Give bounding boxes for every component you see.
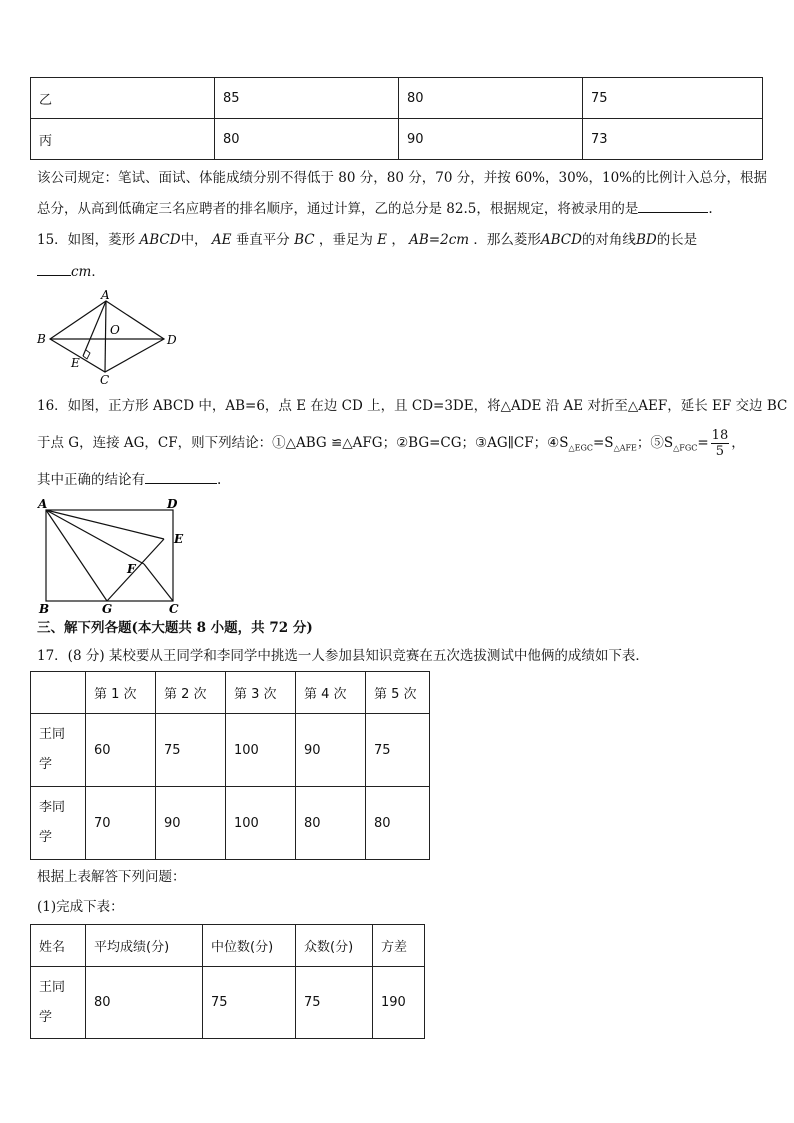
answer-blank[interactable] [145,469,217,484]
q14-text-line1: 该公司规定：笔试、面试、体能成绩分别不得低于 80 分，80 分，70 分，并按 60%，30%，10%的比例计入总分，根据 [37,170,768,186]
q14-text-line2 [37,198,713,219]
label-c: C [100,373,110,387]
table-cell: 75 [296,967,373,1039]
name-text: 王同 [39,979,66,995]
table-cell: 90 [399,119,583,160]
q15-text: 垂直平分 [235,232,290,248]
q17-stats-table [30,924,425,1039]
unit-cm: cm [71,264,92,280]
name-text: 学 [39,757,53,772]
table-header-cell: 第 2 次 [156,672,226,714]
table-header-cell: 第 3 次 [226,672,296,714]
table-cell: 80 [399,78,583,119]
square-figure [34,494,194,616]
punct: . [708,201,713,217]
label-e: E [174,532,184,546]
math-abcd: ABCD [540,232,582,248]
table-cell: 60 [86,714,156,787]
name-text: 学 [39,830,53,845]
table-header-cell: 方差 [373,925,425,967]
table-row [31,78,763,119]
table-header-cell [31,672,86,714]
label-b: B [39,602,50,616]
subscript: △AFE [613,443,637,453]
q15-question [37,230,697,250]
q15-text: 的对角线 [581,232,636,248]
math-ab-eq: AB=2cm [409,232,470,248]
name-cell [31,714,86,787]
label-c: C [169,602,179,616]
table-cell: 190 [373,967,425,1039]
section-title: 三、解下列各题(本大题共 8 小题，共 72 分) [37,620,313,636]
rhombus-figure [34,288,184,388]
label-d: D [167,333,177,347]
table-cell: 75 [366,714,430,787]
table-header-cell: 第 5 次 [366,672,430,714]
table-row [31,714,430,787]
fraction-denominator: 5 [715,444,725,459]
math-abcd: ABCD [139,232,181,248]
q15-text: ， [391,232,405,248]
answer-blank[interactable] [37,261,71,276]
segment-af [46,510,144,564]
table-cell: 75 [156,714,226,787]
table-header-cell: 平均成绩(分) [86,925,203,967]
table-cell: 80 [366,787,430,860]
q15-answer-line [37,261,105,282]
math-bc: BC [294,232,315,248]
table-cell: 70 [86,787,156,860]
q16-text: 于点 G，连接 AG，CF，则下列结论：①△ABG ≌△AFG；②BG=CG；③AG∥CF；④S [37,435,569,451]
label-o: O [110,323,120,337]
table-cell: 90 [156,787,226,860]
q17-prompt: 根据上表解答下列问题： [37,869,186,885]
math-ae: AE [211,232,232,248]
q15-text: 的长是 [656,232,698,248]
math-e: E [377,232,388,248]
label-g: G [102,602,113,616]
table-row [31,119,763,160]
fraction [711,428,730,459]
table-header-cell: 第 1 次 [86,672,156,714]
table-cell: 75 [203,967,296,1039]
table-header-cell: 姓名 [31,925,86,967]
table-header-row [31,925,425,967]
label-e: E [71,356,80,370]
q15-text: ，垂足为 [318,232,373,248]
fraction-numerator: 18 [711,428,729,443]
name-cell [31,967,86,1039]
q16-line3 [37,469,221,490]
q16-text: = [697,435,709,451]
table-header-row [31,672,430,714]
segment-ag [46,510,107,601]
q15-text: 中， [180,232,208,248]
answer-blank[interactable] [638,198,708,213]
q16-line2 [37,428,745,464]
q17-score-table [30,671,430,860]
q16-text: =S [593,435,614,451]
diagonal-ac [105,301,106,372]
q16-line1: 16．如图，正方形 ABCD 中，AB=6，点 E 在边 CD 上，且 CD=3DE，将△ADE 沿 AE 对折至△AEF，延长 EF 交边 BC [37,398,788,414]
table-header-cell: 众数(分) [296,925,373,967]
table-row [31,787,430,860]
label-a: A [101,288,110,302]
q15-text: ．那么菱形 [473,232,541,248]
table-cell: 80 [86,967,203,1039]
q16-text: 其中正确的结论有 [37,472,145,488]
table-header-cell: 中位数(分) [203,925,296,967]
table-cell: 100 [226,787,296,860]
q16-text: ， [731,435,745,451]
table-cell: 80 [296,787,366,860]
rhombus-outline [50,301,164,372]
table-cell: 85 [215,78,399,119]
subscript: △EGC [568,443,593,453]
math-bd: BD [635,232,657,248]
name-cell [31,787,86,860]
subscript: △FGC [673,443,698,453]
q14-text: 总分，从高到低确定三名应聘者的排名顺序，通过计算，乙的总分是 82.5，根据规定，将被录用的是 [37,201,639,217]
segment-ae [46,510,164,539]
label-b: B [37,332,46,346]
q16-text: ；⑤S [636,435,674,451]
punct: ． [91,264,105,280]
name-text: 学 [39,1009,53,1025]
label-a: A [38,497,48,511]
score-table-top [30,77,763,160]
table-cell: 乙 [31,78,215,119]
q17-intro: 17．(8 分) 某校要从王同学和李同学中挑选一人参加县知识竞赛在五次选拔测试中他俩的成绩如下表． [37,648,649,664]
punct: . [217,472,222,488]
table-row [31,967,425,1039]
name-text: 王同 [39,727,66,742]
q17-sub1: (1)完成下表： [37,899,124,915]
q15-text: 15．如图，菱形 [37,232,136,248]
table-cell: 80 [215,119,399,160]
table-cell: 73 [583,119,763,160]
name-text: 李同 [39,800,66,815]
table-cell: 90 [296,714,366,787]
square-abcd [46,510,173,601]
label-d: D [167,497,178,511]
segment-fc [144,564,173,601]
table-cell: 丙 [31,119,215,160]
label-f: F [127,562,136,576]
table-header-cell: 第 4 次 [296,672,366,714]
table-cell: 75 [583,78,763,119]
table-cell: 100 [226,714,296,787]
